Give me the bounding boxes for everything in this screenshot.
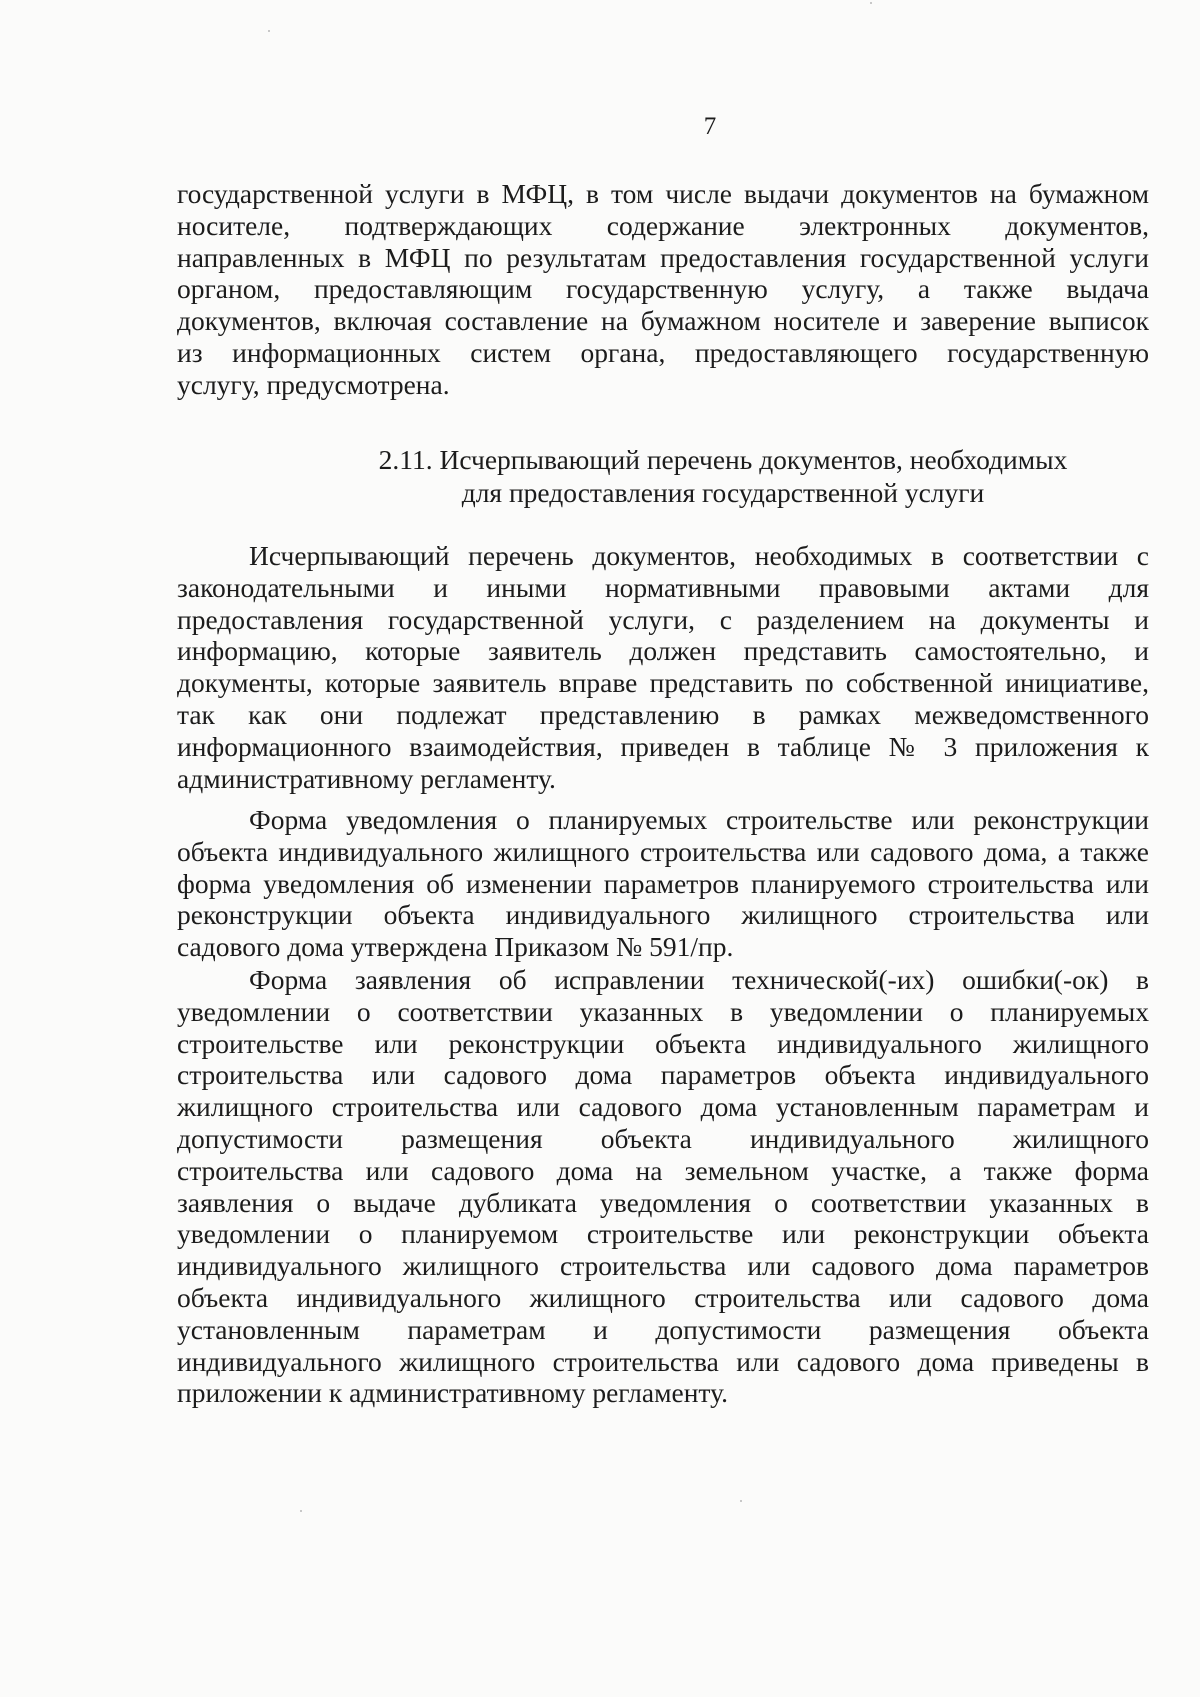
text-line: объекта индивидуального жилищного строительства или садового дома, а также xyxy=(177,835,1149,867)
text-line: реконструкции объекта индивидуального жилищного строительства или xyxy=(177,899,1149,931)
text-line: форма уведомления об изменении параметров планируемого строительства или xyxy=(177,867,1149,899)
text-line: органом, предоставляющим государственную услугу, а также выдача xyxy=(177,273,1149,305)
text-line: уведомлении о планируемом строительстве или реконструкции объекта xyxy=(177,1218,1149,1250)
text-line: носителе, подтверждающих содержание электронных документов, xyxy=(177,209,1149,241)
text-line: строительства или садового дома параметров объекта индивидуального xyxy=(177,1059,1149,1091)
text-line: Исчерпывающий перечень документов, необходимых в соответствии с xyxy=(249,540,1149,571)
scan-speck xyxy=(300,1510,302,1512)
text-line: Форма уведомления о планируемых строительстве или реконструкции xyxy=(249,804,1149,835)
text-line: Форма заявления об исправлении технической(-их) ошибки(-ок) в xyxy=(249,964,1149,995)
text-line: законодательными и иными нормативными правовыми актами для xyxy=(177,571,1149,603)
text-line: заявления о выдаче дубликата уведомления о соответствии указанных в xyxy=(177,1186,1149,1218)
text-line: садового дома утверждена Приказом № 591/пр. xyxy=(177,931,734,963)
text-line: документов, включая составление на бумажном носителе и заверение выписок xyxy=(177,305,1149,337)
text-line: допустимости размещения объекта индивидуального жилищного xyxy=(177,1122,1149,1154)
text-line: индивидуального жилищного строительства или садового дома приведены в xyxy=(177,1345,1149,1377)
text-line: уведомлении о соответствии указанных в уведомлении о планируемых xyxy=(177,995,1149,1027)
text-line: индивидуального жилищного строительства или садового дома параметров xyxy=(177,1250,1149,1282)
paragraph-notification-form xyxy=(177,804,1149,963)
text-line: информацию, которые заявитель должен представить самостоятельно, и xyxy=(177,635,1149,667)
text-line: из информационных систем органа, предоставляющего государственную xyxy=(177,336,1149,368)
text-line: услугу, предусмотрена. xyxy=(177,368,450,400)
section-heading-line: для предоставления государственной услуги xyxy=(461,477,985,508)
text-line: административному регламенту. xyxy=(177,762,556,794)
page-number: 7 xyxy=(703,113,717,140)
text-line: информационного взаимодействия, приведен в таблице № 3 приложения к xyxy=(177,730,1149,762)
text-line: строительстве или реконструкции объекта индивидуального жилищного xyxy=(177,1027,1149,1059)
text-line: строительства или садового дома на земельном участке, а также форма xyxy=(177,1154,1149,1186)
intro-paragraph xyxy=(177,178,1149,401)
paragraph-application-form xyxy=(177,964,1149,1409)
text-line: направленных в МФЦ по результатам предоставления государственной услуги xyxy=(177,241,1149,273)
paragraph-documents-list xyxy=(177,540,1149,794)
text-line: установленным параметрам и допустимости размещения объекта xyxy=(177,1313,1149,1345)
scan-speck xyxy=(740,1500,742,1502)
text-line: жилищного строительства или садового дома установленным параметрам и xyxy=(177,1091,1149,1123)
text-line: так как они подлежат представлению в рамках межведомственного xyxy=(177,698,1149,730)
text-line: объекта индивидуального жилищного строительства или садового дома xyxy=(177,1281,1149,1313)
text-line: государственной услуги в МФЦ, в том числе выдачи документов на бумажном xyxy=(177,178,1149,209)
section-heading-line: 2.11. Исчерпывающий перечень документов, необходимых xyxy=(378,444,1068,475)
section-heading xyxy=(177,443,1149,509)
scan-speck xyxy=(268,30,270,32)
text-line: приложении к административному регламенту. xyxy=(177,1377,728,1409)
text-line: предоставления государственной услуги, с разделением на документы и xyxy=(177,603,1149,635)
scan-speck xyxy=(870,2,872,4)
text-line: документы, которые заявитель вправе представить по собственной инициативе, xyxy=(177,667,1149,699)
